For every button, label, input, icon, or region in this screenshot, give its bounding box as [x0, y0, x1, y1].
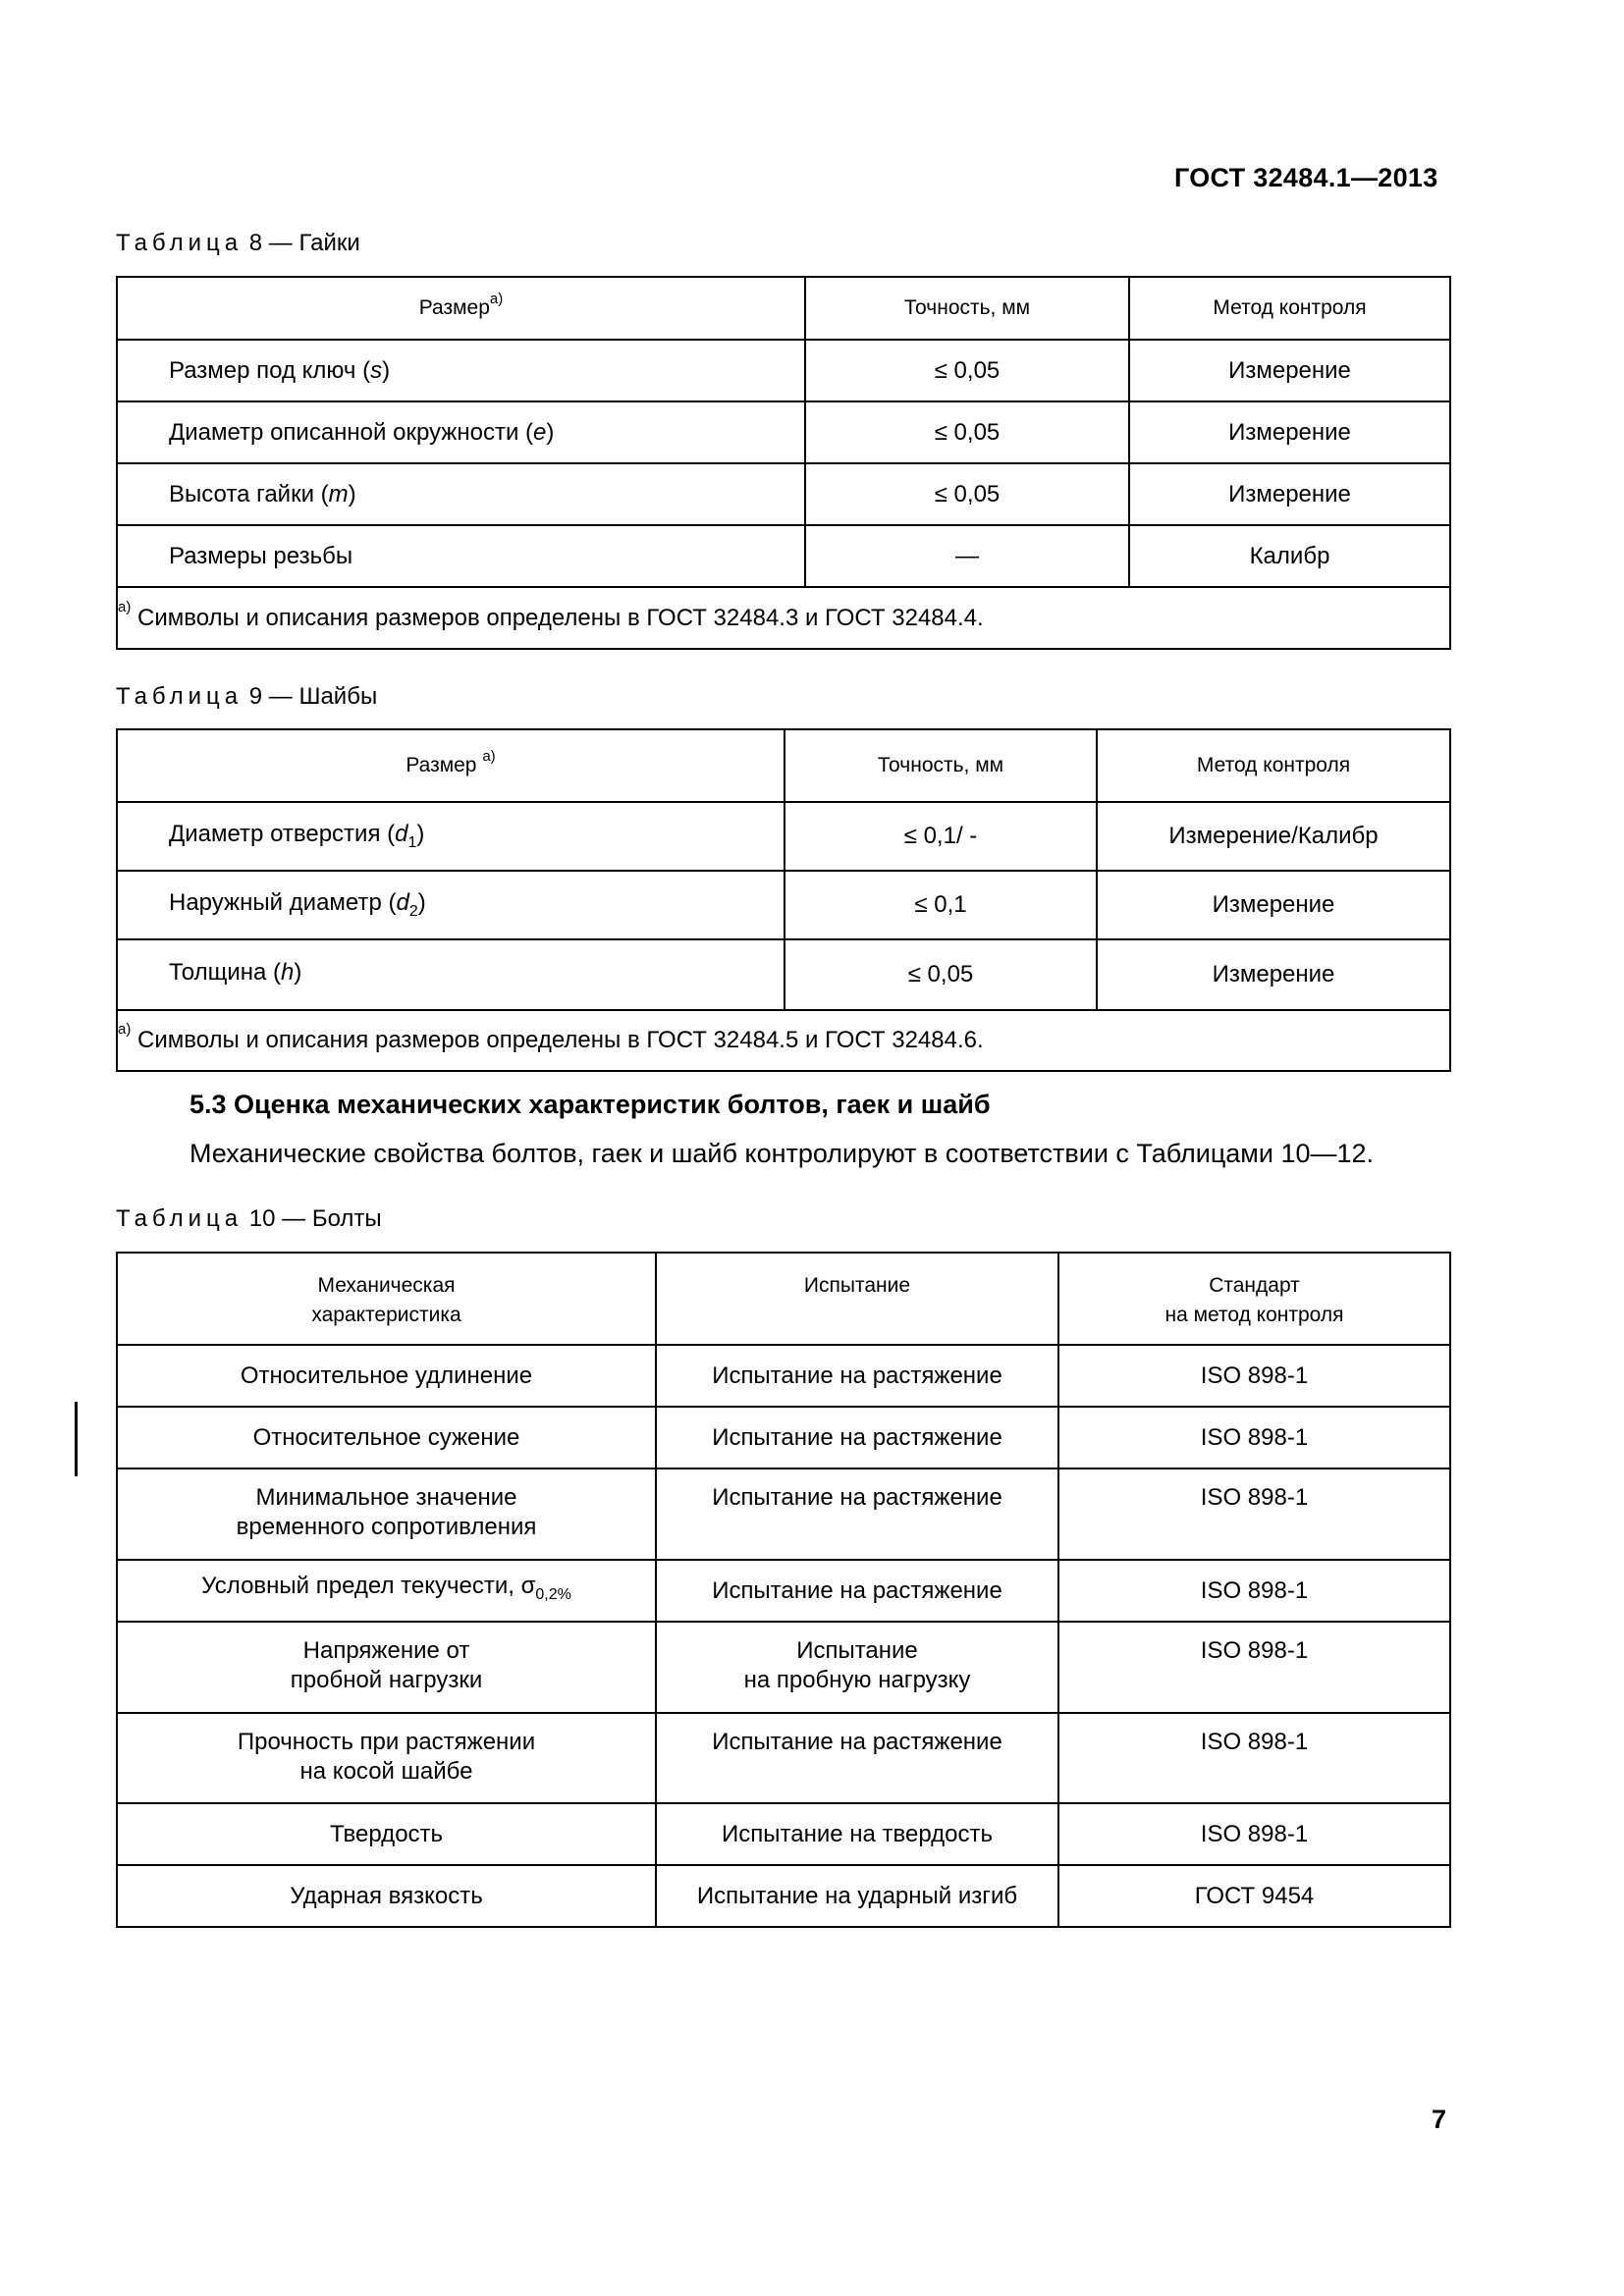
table10-col-standard: Стандарт на метод контроля [1058, 1253, 1450, 1345]
table9-col-method: Метод контроля [1097, 729, 1450, 802]
table-row [117, 939, 1450, 1010]
standard-cell: ISO 898-1 [1058, 1407, 1450, 1468]
table9-caption [116, 683, 377, 711]
characteristic-cell: Условный предел текучести, $\sigma_{0,2\%}$ [117, 1560, 656, 1622]
table10-bolts [116, 1252, 1451, 1928]
table-row [117, 1407, 1450, 1468]
characteristic-cell: Напряжение от пробной нагрузки [117, 1622, 656, 1713]
accuracy-cell: ≤ 0,05 [805, 463, 1129, 525]
test-cell: Испытание на пробную нагрузку [656, 1622, 1058, 1713]
characteristic-cell: Минимальное значение временного сопротивления [117, 1468, 656, 1560]
page-number: 7 [1432, 2105, 1447, 2134]
test-cell: Испытание на твердость [656, 1803, 1058, 1865]
table-row [117, 463, 1450, 525]
test-cell: Испытание на растяжение [656, 1345, 1058, 1407]
standard-cell: ISO 898-1 [1058, 1468, 1450, 1560]
size-cell: Высота гайки (m) [117, 463, 805, 525]
standard-cell: ISO 898-1 [1058, 1713, 1450, 1803]
table10-header-row [117, 1253, 1450, 1345]
section-paragraph: Механические свойства болтов, гаек и шайб контролируют в соответствии с Таблицами 10—12. [189, 1139, 1375, 1168]
size-cell: Диаметр описанной окружности (e) [117, 401, 805, 463]
characteristic-cell: Твердость [117, 1803, 656, 1865]
table10-caption [116, 1205, 382, 1233]
size-cell: Размеры резьбы [117, 525, 805, 587]
table-row [117, 1865, 1450, 1927]
characteristic-cell: Ударная вязкость [117, 1865, 656, 1927]
accuracy-cell: ≤ 0,1/ - [785, 802, 1097, 871]
table9-caption-title: 9 — Шайбы [248, 683, 378, 710]
table9-header-row [117, 729, 1450, 802]
table10-caption-label: Таблица [116, 1205, 244, 1232]
accuracy-cell: ≤ 0,05 [805, 340, 1129, 401]
table8-col-accuracy: Точность, мм [805, 277, 1129, 340]
table-row [117, 1803, 1450, 1865]
test-cell: Испытание на растяжение [656, 1407, 1058, 1468]
method-cell: Измерение [1129, 340, 1450, 401]
accuracy-cell: ≤ 0,1 [785, 871, 1097, 939]
characteristic-cell: Относительное удлинение [117, 1345, 656, 1407]
table8-col-method: Метод контроля [1129, 277, 1450, 340]
table10-caption-title: 10 — Болты [248, 1205, 382, 1232]
table8-col-size: Размер$^{а)}$ [117, 277, 805, 340]
accuracy-cell: — [805, 525, 1129, 587]
test-cell: Испытание на растяжение [656, 1468, 1058, 1560]
method-cell: Измерение/Калибр [1097, 802, 1450, 871]
table10-col-test: Испытание [656, 1253, 1058, 1345]
table-row [117, 1622, 1450, 1713]
table8-caption-label: Таблица [116, 230, 244, 256]
table-row [117, 1468, 1450, 1560]
table9-col-size: Размер $^{а)}$ [117, 729, 785, 802]
table8-nuts [116, 276, 1451, 650]
table-row [117, 525, 1450, 587]
size-cell: Наружный диаметр $(d_2)$ [117, 871, 785, 939]
table9-washers [116, 728, 1451, 1072]
table-row [117, 340, 1450, 401]
characteristic-cell: Прочность при растяжении на косой шайбе [117, 1713, 656, 1803]
table8-caption-title: 8 — Гайки [248, 230, 360, 256]
table8-footnote-row [117, 587, 1450, 649]
table-row [117, 1345, 1450, 1407]
accuracy-cell: ≤ 0,05 [785, 939, 1097, 1010]
table8-caption [116, 230, 360, 257]
size-cell: Размер под ключ (s) [117, 340, 805, 401]
test-cell: Испытание на ударный изгиб [656, 1865, 1058, 1927]
test-cell: Испытание на растяжение [656, 1560, 1058, 1622]
standard-cell: ГОСТ 9454 [1058, 1865, 1450, 1927]
table-row [117, 871, 1450, 939]
size-cell: Толщина (h) [117, 939, 785, 1010]
table-row [117, 1713, 1450, 1803]
standard-cell: ISO 898-1 [1058, 1345, 1450, 1407]
standard-cell: ISO 898-1 [1058, 1560, 1450, 1622]
table-row [117, 401, 1450, 463]
characteristic-cell: Относительное сужение [117, 1407, 656, 1468]
table9-col-accuracy: Точность, мм [785, 729, 1097, 802]
test-cell: Испытание на растяжение [656, 1713, 1058, 1803]
table8-header-row [117, 277, 1450, 340]
table9-footnote-row [117, 1010, 1450, 1071]
table10-col-characteristic: Механическая характеристика [117, 1253, 656, 1345]
method-cell: Калибр [1129, 525, 1450, 587]
method-cell: Измерение [1129, 463, 1450, 525]
method-cell: Измерение [1097, 871, 1450, 939]
section-heading: 5.3 Оценка механических характеристик болтов, гаек и шайб [189, 1090, 991, 1119]
method-cell: Измерение [1097, 939, 1450, 1010]
accuracy-cell: ≤ 0,05 [805, 401, 1129, 463]
standard-cell: ISO 898-1 [1058, 1622, 1450, 1713]
table-row [117, 802, 1450, 871]
method-cell: Измерение [1129, 401, 1450, 463]
size-cell: Диаметр отверстия $(d_1)$ [117, 802, 785, 871]
table8-footnote: $^{а)}$ Символы и описания размеров определены в ГОСТ 32484.3 и ГОСТ 32484.4. [117, 587, 1450, 649]
standard-code: ГОСТ 32484.1—2013 [1174, 163, 1438, 192]
standard-cell: ISO 898-1 [1058, 1803, 1450, 1865]
table9-caption-label: Таблица [116, 683, 244, 710]
revision-bar [75, 1402, 78, 1476]
table9-footnote: $^{а)}$ Символы и описания размеров определены в ГОСТ 32484.5 и ГОСТ 32484.6. [117, 1010, 1450, 1071]
table-row [117, 1560, 1450, 1622]
